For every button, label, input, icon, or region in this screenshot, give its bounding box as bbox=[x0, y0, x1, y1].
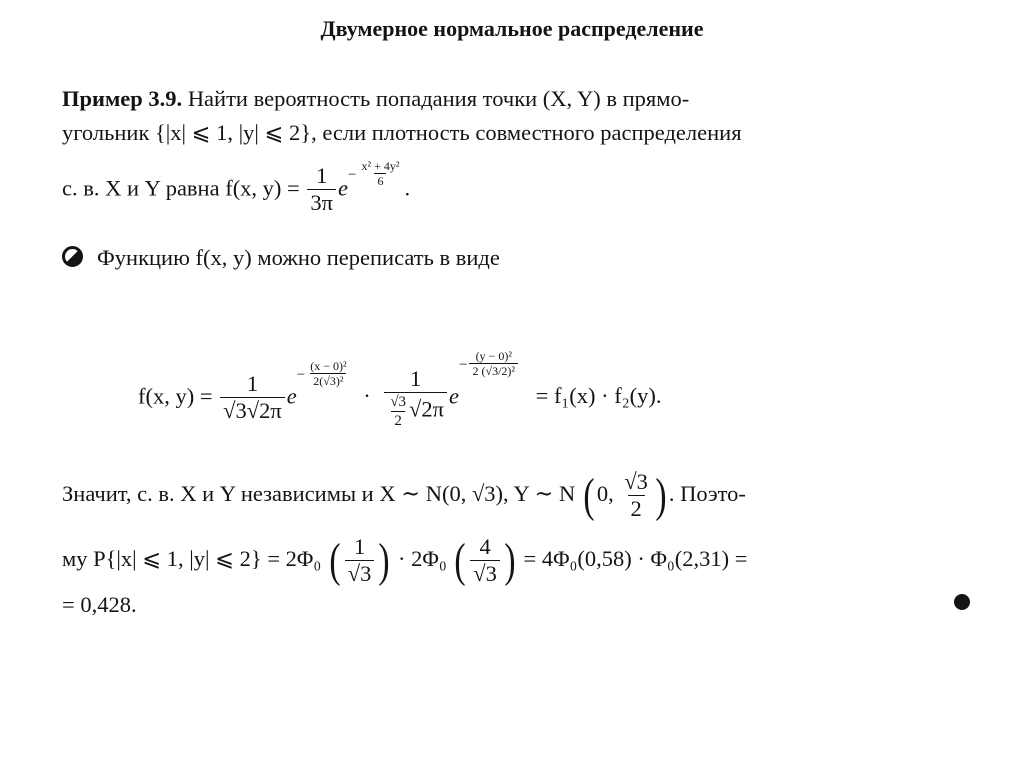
slide-title: Двумерное нормальное распределение bbox=[320, 16, 704, 41]
left-paren: ( bbox=[454, 533, 466, 587]
normal-y-num: √3 bbox=[624, 469, 648, 494]
probability-line bbox=[62, 535, 747, 587]
formula-frac-2-inner bbox=[387, 394, 409, 429]
formula-exponent-2-den: 2 (√3/2)² bbox=[469, 363, 518, 378]
prob-fraction-2 bbox=[470, 535, 500, 587]
normal-y-first: 0, bbox=[596, 480, 614, 506]
formula-frac-2-tail: √2π bbox=[409, 396, 445, 422]
left-paren: ( bbox=[329, 533, 341, 587]
formula-exponent-2-frac bbox=[469, 350, 518, 378]
example-label: Пример 3.9. bbox=[62, 86, 183, 111]
density-fraction-den: 3π bbox=[307, 189, 336, 216]
density-exponent-den: 6 bbox=[374, 173, 386, 188]
formula-frac-2-den bbox=[384, 392, 447, 429]
prob-fraction-2-den: √3 bbox=[470, 560, 500, 587]
prob-prefix: му P{|x| ⩽ 1, |y| ⩽ 2} = 2Φ₀ bbox=[62, 545, 322, 571]
result-line: = 0,428. bbox=[62, 592, 137, 617]
formula-frac-1-den: √3√2π bbox=[220, 397, 285, 424]
formula-exponent-1-den: 2(√3)² bbox=[310, 373, 346, 388]
normal-y-fraction bbox=[621, 470, 651, 522]
density-exponent-num: x² + 4y² bbox=[361, 159, 400, 173]
dot-operator: · bbox=[363, 383, 371, 409]
prob-suffix: = 4Φ₀(0,58) · Φ₀(2,31) = bbox=[523, 545, 748, 571]
prob-fraction-1-num: 1 bbox=[353, 534, 366, 559]
formula-frac-2-inner-num: √3 bbox=[390, 394, 407, 411]
prob-fraction-2-num: 4 bbox=[479, 534, 491, 559]
formula-lhs: f(x, y) = bbox=[138, 383, 213, 409]
formula-exponent-1-num: (x − 0)² bbox=[310, 359, 347, 373]
right-paren: ) bbox=[655, 468, 667, 522]
prob-mid: · 2Φ₀ bbox=[398, 545, 447, 571]
solution-start-icon bbox=[62, 246, 83, 267]
density-exponent: − $\frac{\text{x² + 4y²}}{6}$ bbox=[348, 159, 404, 184]
right-paren: ) bbox=[504, 533, 516, 587]
formula-exponent-1-frac bbox=[307, 360, 349, 388]
formula-frac-2-num: 1 bbox=[410, 366, 422, 392]
exp-base: e bbox=[338, 175, 348, 201]
prob-fraction-1-den: √3 bbox=[345, 560, 375, 587]
example-density-prefix: с. в. X и Y равна f(x, y) = bbox=[62, 175, 300, 201]
formula-frac-1 bbox=[220, 372, 285, 424]
formula-frac-2-inner-den: 2 bbox=[391, 411, 405, 430]
conclusion-suffix: . Поэто- bbox=[668, 480, 746, 506]
formula-frac-1-num: 1 bbox=[246, 371, 259, 397]
prob-fraction-1 bbox=[345, 535, 375, 587]
density-fraction-num: 1 bbox=[316, 163, 328, 189]
left-paren: ( bbox=[583, 468, 595, 522]
solution-intro: Функцию f(x, y) можно переписать в виде bbox=[97, 245, 500, 270]
example-text-1: Найти вероятность попадания точки (X, Y) в прямо- bbox=[187, 86, 690, 111]
formula-exponent-2-num: (y − 0)² bbox=[475, 349, 512, 363]
density-exponent-frac bbox=[358, 160, 402, 188]
formula-rhs: = f₁(x) · f₂(y). bbox=[535, 383, 662, 409]
end-of-solution-icon bbox=[954, 594, 970, 610]
example-line-1 bbox=[62, 88, 689, 111]
example-line-3: с. в. X и Y равна f(x, y) = $\frac{1}{3\pi}$ e− $\frac{\text{x² + 4y²}}{6}$ . bbox=[62, 159, 411, 216]
solution-intro-line bbox=[62, 246, 500, 270]
exp-base: e bbox=[286, 383, 297, 409]
conclusion-prefix: Значит, с. в. X и Y независимы и X ∼ N(0, √3), Y ∼ N bbox=[62, 480, 576, 506]
exp-base: e bbox=[449, 383, 460, 409]
formula-exponent-1: − $\frac{\text{(x − 0)²}}{\text{2(√3)²}}$ bbox=[297, 359, 352, 384]
formula-exponent-2: − $\frac{\text{(y − 0)²}}{\text{2 (√3/2)²}}$ bbox=[459, 349, 520, 374]
conclusion-line bbox=[62, 470, 746, 522]
factorization-formula bbox=[138, 350, 661, 429]
normal-y-den: 2 bbox=[628, 495, 645, 522]
right-paren: ) bbox=[378, 533, 390, 587]
formula-frac-2 bbox=[384, 367, 447, 429]
density-fraction bbox=[307, 164, 336, 216]
example-line-2: угольник {|x| ⩽ 1, |y| ⩽ 2}, если плотность совместного распределения bbox=[62, 120, 742, 145]
